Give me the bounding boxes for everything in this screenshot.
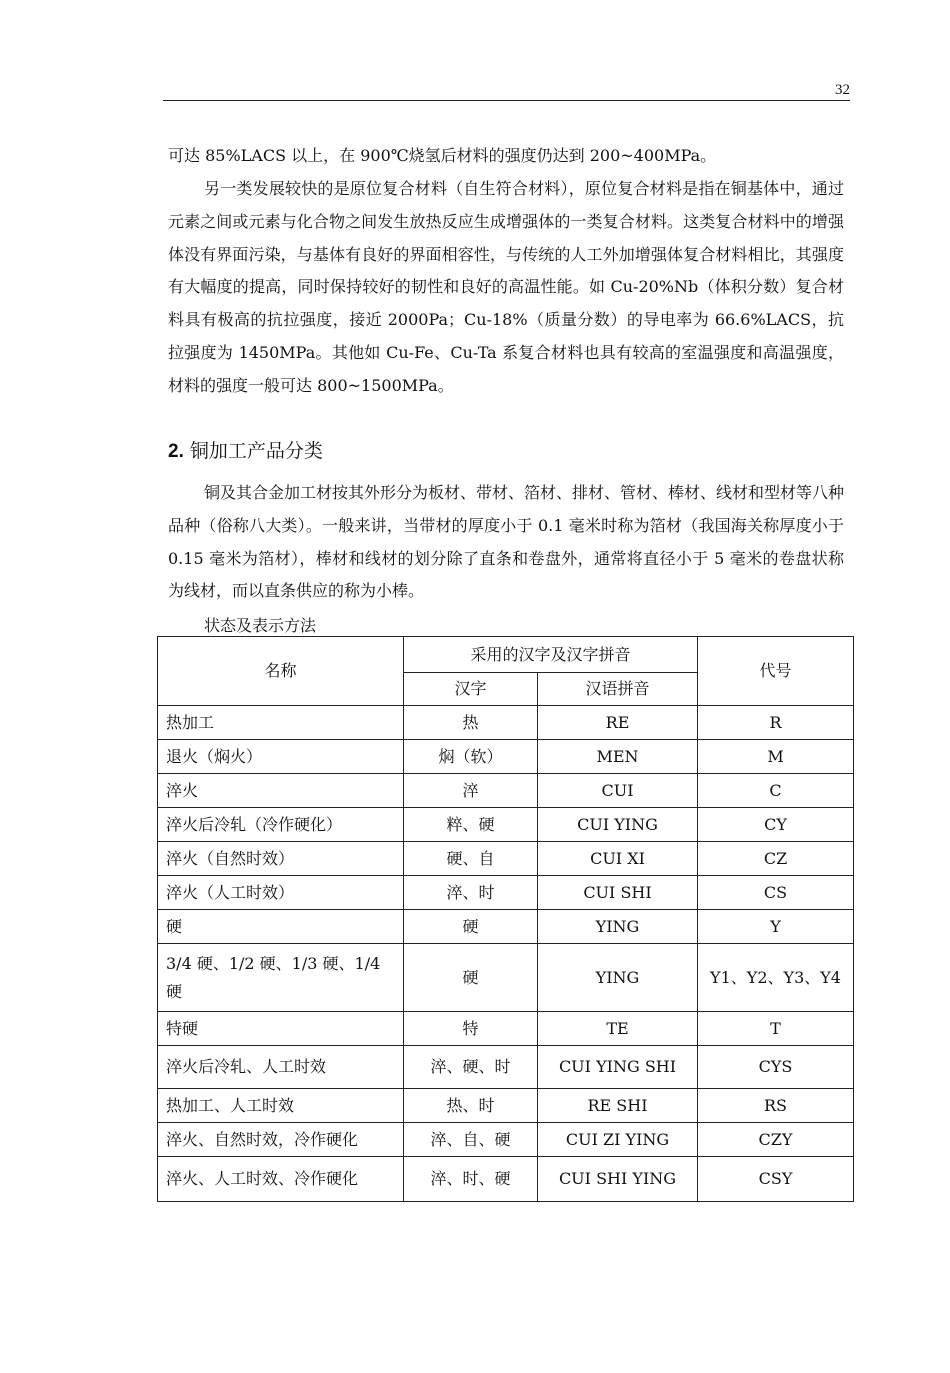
paragraph-product-classification: 铜及其合金加工材按其外形分为板材、带材、箔材、排材、管材、棒材、线材和型材等八种品种（俗称八大类）。一般来讲，当带材的厚度小于 0.1 毫米时称为箔材（我国海关称厚度小于 0.15 毫米为箔材），棒材和线材的划分除了直条和卷盘外，通常将直径小于 5 毫米的卷盘状称为线材，而以直条供应的称为小棒。 [168, 483, 845, 601]
cell-name: 退火（焖火） [158, 740, 404, 774]
table-row [158, 774, 854, 808]
cell-pinyin: YING [538, 910, 698, 944]
cell-hanzi: 热 [404, 706, 538, 740]
cell-hanzi: 淬、自、硬 [404, 1123, 538, 1157]
paragraph-in-situ-composites: 另一类发展较快的是原位复合材料（自生符合材料），原位复合材料是指在铜基体中，通过元素之间或元素与化合物之间发生放热反应生成增强体的一类复合材料。这类复合材料中的增强体没有界面污染，与基体有良好的界面相容性，与传统的人工外加增强体复合材料相比，其强度有大幅度的提高，同时保持较好的韧性和良好的高温性能。如 Cu-20%Nb（体积分数）复合材料具有极高的抗拉强度，接近 2000Pa；Cu-18%（质量分数）的导电率为 66.6%LACS，抗拉强度为 1450MPa。其他如 Cu-Fe、Cu-Ta 系复合材料也具有较高的室温强度和高温强度，材料的强度一般可达 800~1500MPa。 [168, 179, 844, 395]
cell-hanzi: 淬、时、硬 [404, 1157, 538, 1202]
table-row [158, 740, 854, 774]
cell-code: R [698, 706, 854, 740]
cell-pinyin: CUI XI [538, 842, 698, 876]
header-hanzi-pinyin-group: 采用的汉字及汉字拼音 [404, 637, 698, 673]
cell-code: M [698, 740, 854, 774]
cell-name: 淬火后冷轧、人工时效 [158, 1046, 404, 1089]
cell-hanzi: 焖（软） [404, 740, 538, 774]
cell-hanzi: 特 [404, 1012, 538, 1046]
table-row [158, 876, 854, 910]
cell-code: CZ [698, 842, 854, 876]
table-row [158, 842, 854, 876]
table-caption: 状态及表示方法 [204, 616, 317, 635]
cell-name: 淬火（人工时效） [158, 876, 404, 910]
table-row [158, 808, 854, 842]
cell-hanzi: 粹、硬 [404, 808, 538, 842]
header-code: 代号 [698, 637, 854, 706]
cell-hanzi: 硬、自 [404, 842, 538, 876]
cell-name: 硬 [158, 910, 404, 944]
cell-code: CZY [698, 1123, 854, 1157]
cell-pinyin: CUI YING SHI [538, 1046, 698, 1089]
cell-name: 淬火后冷轧（冷作硬化） [158, 808, 404, 842]
cell-hanzi: 淬、时 [404, 876, 538, 910]
table-row [158, 910, 854, 944]
cell-code: T [698, 1012, 854, 1046]
cell-name: 淬火 [158, 774, 404, 808]
cell-pinyin: CUI [538, 774, 698, 808]
cell-pinyin: RE SHI [538, 1089, 698, 1123]
cell-pinyin: CUI SHI [538, 876, 698, 910]
cell-pinyin: CUI SHI YING [538, 1157, 698, 1202]
cell-code: RS [698, 1089, 854, 1123]
cell-hanzi: 淬、硬、时 [404, 1046, 538, 1089]
page-number: 32 [835, 82, 850, 98]
cell-pinyin: CUI YING [538, 808, 698, 842]
cell-hanzi: 硬 [404, 910, 538, 944]
header-hanzi: 汉字 [404, 673, 538, 706]
paragraph-continued: 可达 85%LACS 以上，在 900℃烧氢后材料的强度仍达到 200~400MPa。 [168, 146, 717, 165]
cell-code: C [698, 774, 854, 808]
cell-code: Y1、Y2、Y3、Y4 [698, 944, 854, 1012]
temper-designation-table [157, 636, 854, 1202]
table-row [158, 1157, 854, 1202]
cell-pinyin: CUI ZI YING [538, 1123, 698, 1157]
cell-name: 淬火、自然时效，冷作硬化 [158, 1123, 404, 1157]
cell-hanzi: 硬 [404, 944, 538, 1012]
cell-pinyin: RE [538, 706, 698, 740]
table-row [158, 1089, 854, 1123]
table-row [158, 1012, 854, 1046]
cell-name: 热加工、人工时效 [158, 1089, 404, 1123]
section-heading [168, 436, 323, 467]
cell-code: CS [698, 876, 854, 910]
cell-code: CYS [698, 1046, 854, 1089]
header-name: 名称 [158, 637, 404, 706]
cell-name: 特硬 [158, 1012, 404, 1046]
cell-pinyin: YING [538, 944, 698, 1012]
cell-hanzi: 淬 [404, 774, 538, 808]
cell-code: Y [698, 910, 854, 944]
section-number: 2. [168, 441, 184, 462]
header-pinyin: 汉语拼音 [538, 673, 698, 706]
cell-name: 淬火、人工时效、冷作硬化 [158, 1157, 404, 1202]
table-header-row [158, 637, 854, 673]
cell-code: CY [698, 808, 854, 842]
table-row [158, 944, 854, 1012]
table-row [158, 706, 854, 740]
cell-name: 3/4 硬、1/2 硬、1/3 硬、1/4 硬 [158, 944, 404, 1012]
cell-pinyin: MEN [538, 740, 698, 774]
table-row [158, 1123, 854, 1157]
cell-code: CSY [698, 1157, 854, 1202]
table-row [158, 1046, 854, 1089]
section-title: 铜加工产品分类 [189, 440, 323, 462]
cell-pinyin: TE [538, 1012, 698, 1046]
cell-hanzi: 热、时 [404, 1089, 538, 1123]
cell-name: 淬火（自然时效） [158, 842, 404, 876]
header-rule [163, 100, 850, 101]
cell-name: 热加工 [158, 706, 404, 740]
